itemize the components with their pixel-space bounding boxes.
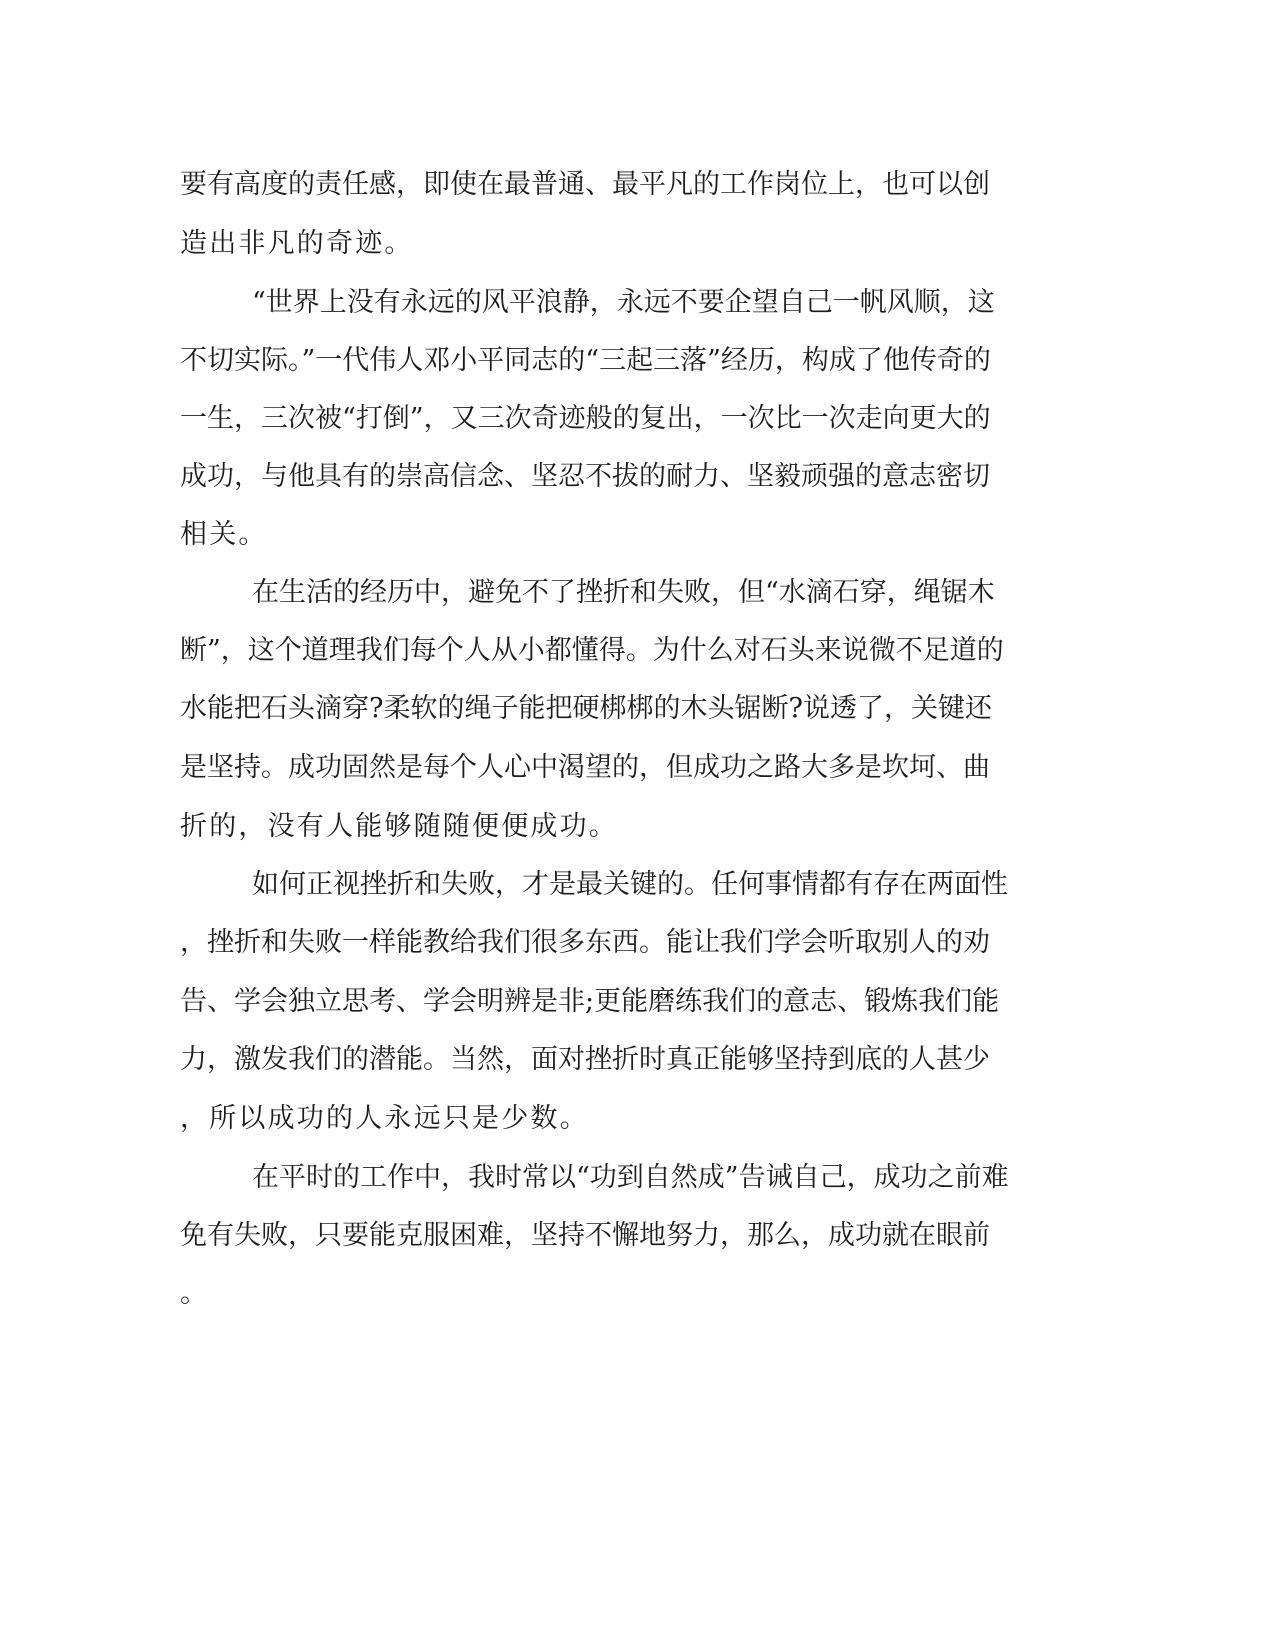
paragraph-line: 不切实际。”一代伟人邓小平同志的“三起三落”经历，构成了他传奇的 [180, 345, 991, 376]
paragraph-line: 免有失败，只要能克服困难，坚持不懈地努力，那么，成功就在眼前 [180, 1220, 990, 1251]
paragraph-line: 一生，三次被“打倒”，又三次奇迹般的复出，一次比一次走向更大的 [180, 403, 991, 434]
paragraph-line: 断”，这个道理我们每个人从小都懂得。为什么对石头来说微不足道的 [180, 635, 1004, 666]
paragraph-line: 。 [180, 1278, 210, 1309]
paragraph-line: 告、学会独立思考、学会明辨是非;更能磨练我们的意志、锻炼我们能 [180, 986, 1000, 1017]
paragraph-line: 如何正视挫折和失败，才是最关键的。任何事情都有存在两面性 [252, 869, 1008, 900]
paragraph-line: 造出非凡的奇迹。 [180, 228, 414, 259]
paragraph-line: 力，激发我们的潜能。当然，面对挫折时真正能够坚持到底的人甚少 [180, 1044, 990, 1075]
paragraph-line: ，挫折和失败一样能教给我们很多东西。能让我们学会听取别人的劝 [180, 927, 990, 958]
paragraph-line: 要有高度的责任感，即使在最普通、最平凡的工作岗位上，也可以创 [180, 169, 990, 200]
paragraph-line: “世界上没有永远的风平浪静，永远不要企望自己一帆风顺，这 [252, 287, 995, 318]
paragraph-line: 折的，没有人能够随随便便成功。 [180, 811, 618, 842]
paragraph-line: ，所以成功的人永远只是少数。 [180, 1103, 589, 1134]
paragraph-line: 是坚持。成功固然是每个人心中渴望的，但成功之路大多是坎坷、曲 [180, 752, 990, 783]
paragraph-line: 在生活的经历中，避免不了挫折和失败，但“水滴石穿，绳锯木 [252, 577, 995, 608]
paragraph-line: 成功，与他具有的崇高信念、坚忍不拔的耐力、坚毅顽强的意志密切 [180, 461, 990, 492]
paragraph-line: 在平时的工作中，我时常以“功到自然成”告诫自己，成功之前难 [252, 1162, 1009, 1193]
paragraph-line: 相关。 [180, 519, 268, 550]
paragraph-line: 水能把石头滴穿?柔软的绳子能把硬梆梆的木头锯断?说透了，关键还 [180, 693, 992, 724]
